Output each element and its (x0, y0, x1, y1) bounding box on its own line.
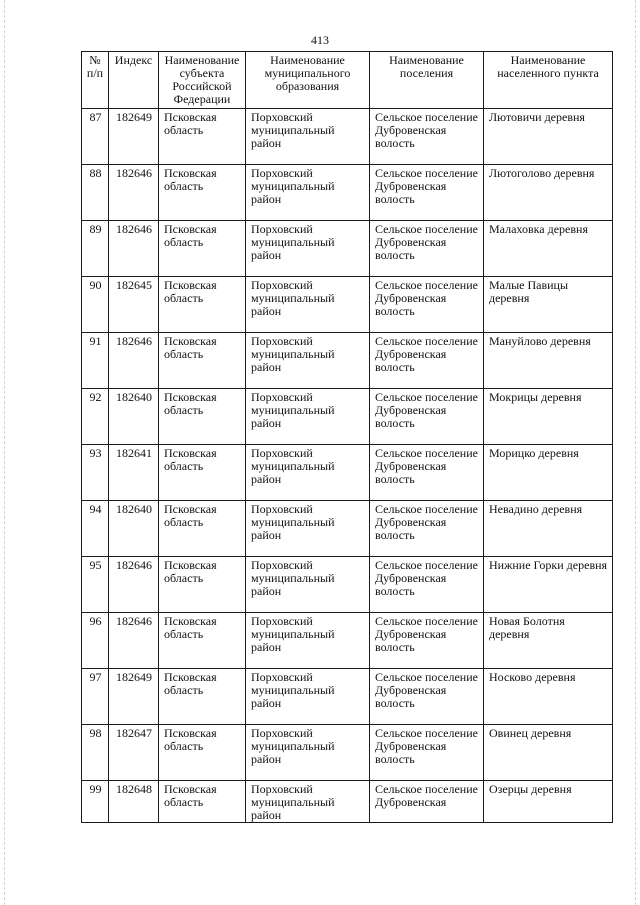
cell-locality: Невадино деревня (484, 501, 613, 557)
cell-index: 182640 (109, 501, 159, 557)
table-row (82, 501, 613, 557)
cell-locality: Лютовичи деревня (484, 109, 613, 165)
cell-locality: Малаховка деревня (484, 221, 613, 277)
cell-locality: Носково деревня (484, 669, 613, 725)
cell-subject: Псковская область (159, 557, 246, 613)
cell-settlement: Сельское поселение Дубровенская волость (370, 389, 484, 445)
cell-num: 88 (82, 165, 109, 221)
header-settlement: Наименование поселения (370, 52, 484, 109)
cell-num: 89 (82, 221, 109, 277)
cell-settlement: Сельское поселение Дубровенская волость (370, 501, 484, 557)
cell-municipality: Порховский муниципальный район (246, 277, 370, 333)
cell-num: 95 (82, 557, 109, 613)
cell-locality: Мануйлово деревня (484, 333, 613, 389)
table-row (82, 277, 613, 333)
cell-index: 182645 (109, 277, 159, 333)
table-row (82, 221, 613, 277)
cell-num: 98 (82, 725, 109, 781)
cell-num: 99 (82, 781, 109, 823)
cell-index: 182648 (109, 781, 159, 823)
table-row (82, 445, 613, 501)
cell-locality: Лютоголово деревня (484, 165, 613, 221)
table-row (82, 725, 613, 781)
cell-index: 182646 (109, 333, 159, 389)
cell-municipality: Порховский муниципальный район (246, 333, 370, 389)
cell-num: 92 (82, 389, 109, 445)
header-index: Индекс (109, 52, 159, 109)
cell-subject: Псковская область (159, 501, 246, 557)
table-row (82, 165, 613, 221)
cell-municipality: Порховский муниципальный район (246, 109, 370, 165)
cell-municipality: Порховский муниципальный район (246, 165, 370, 221)
cell-municipality: Порховский муниципальный район (246, 613, 370, 669)
cell-subject: Псковская область (159, 333, 246, 389)
cell-num: 90 (82, 277, 109, 333)
cell-num: 94 (82, 501, 109, 557)
cell-index: 182646 (109, 613, 159, 669)
cell-settlement: Сельское поселение Дубровенская (370, 781, 484, 823)
cell-municipality: Порховский муниципальный район (246, 725, 370, 781)
cell-settlement: Сельское поселение Дубровенская волость (370, 669, 484, 725)
cell-subject: Псковская область (159, 725, 246, 781)
cell-subject: Псковская область (159, 445, 246, 501)
cell-subject: Псковская область (159, 669, 246, 725)
cell-locality: Новая Болотня деревня (484, 613, 613, 669)
cell-index: 182646 (109, 557, 159, 613)
cell-municipality: Порховский муниципальный район (246, 557, 370, 613)
cell-locality: Мокрицы деревня (484, 389, 613, 445)
table-row (82, 781, 613, 823)
localities-table (81, 51, 613, 823)
cell-subject: Псковская область (159, 613, 246, 669)
cell-index: 182646 (109, 165, 159, 221)
cell-municipality: Порховский муниципальный район (246, 501, 370, 557)
cell-settlement: Сельское поселение Дубровенская волость (370, 165, 484, 221)
cell-num: 96 (82, 613, 109, 669)
cell-settlement: Сельское поселение Дубровенская волость (370, 725, 484, 781)
cell-settlement: Сельское поселение Дубровенская волость (370, 221, 484, 277)
table-row (82, 669, 613, 725)
cell-locality: Морицко деревня (484, 445, 613, 501)
cell-settlement: Сельское поселение Дубровенская волость (370, 277, 484, 333)
cell-index: 182641 (109, 445, 159, 501)
cell-num: 87 (82, 109, 109, 165)
left-margin-line (4, 0, 5, 905)
cell-subject: Псковская область (159, 389, 246, 445)
cell-locality: Овинец деревня (484, 725, 613, 781)
cell-num: 91 (82, 333, 109, 389)
cell-municipality: Порховский муниципальный район (246, 221, 370, 277)
table-row (82, 333, 613, 389)
cell-subject: Псковская область (159, 277, 246, 333)
cell-settlement: Сельское поселение Дубровенская волость (370, 613, 484, 669)
cell-subject: Псковская область (159, 109, 246, 165)
cell-locality: Малые Павицы деревня (484, 277, 613, 333)
header-num: № п/п (82, 52, 109, 109)
cell-num: 93 (82, 445, 109, 501)
header-municipality: Наименование муниципального образования (246, 52, 370, 109)
cell-municipality: Порховский муниципальный район (246, 389, 370, 445)
cell-index: 182640 (109, 389, 159, 445)
cell-settlement: Сельское поселение Дубровенская волость (370, 109, 484, 165)
cell-settlement: Сельское поселение Дубровенская волость (370, 445, 484, 501)
header-locality: Наименование населенного пункта (484, 52, 613, 109)
cell-index: 182649 (109, 109, 159, 165)
cell-index: 182647 (109, 725, 159, 781)
cell-index: 182649 (109, 669, 159, 725)
cell-municipality: Порховский муниципальный район (246, 781, 370, 823)
table-row (82, 557, 613, 613)
cell-num: 97 (82, 669, 109, 725)
cell-locality: Нижние Горки деревня (484, 557, 613, 613)
table-row (82, 389, 613, 445)
cell-subject: Псковская область (159, 781, 246, 823)
table-header-row (82, 52, 613, 109)
cell-settlement: Сельское поселение Дубровенская волость (370, 557, 484, 613)
page-number: 413 (311, 33, 329, 47)
cell-subject: Псковская область (159, 165, 246, 221)
cell-locality: Озерцы деревня (484, 781, 613, 823)
cell-subject: Псковская область (159, 221, 246, 277)
header-subject: Наименование субъекта Российской Федерации (159, 52, 246, 109)
table-row (82, 613, 613, 669)
right-margin-line (635, 0, 636, 905)
table-row (82, 109, 613, 165)
cell-index: 182646 (109, 221, 159, 277)
cell-municipality: Порховский муниципальный район (246, 669, 370, 725)
cell-municipality: Порховский муниципальный район (246, 445, 370, 501)
cell-settlement: Сельское поселение Дубровенская волость (370, 333, 484, 389)
